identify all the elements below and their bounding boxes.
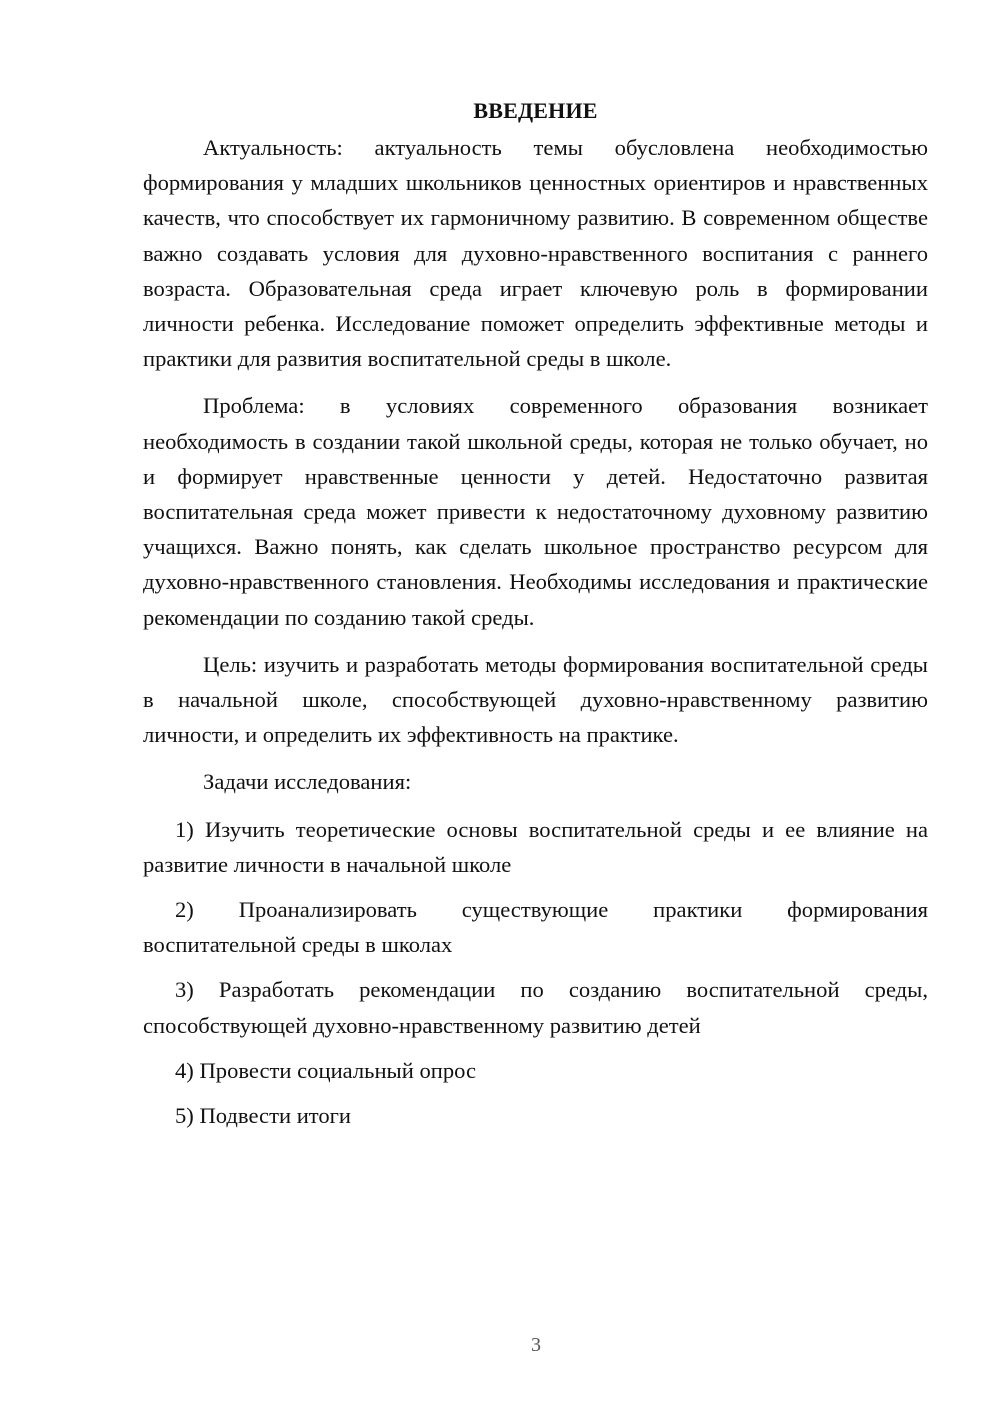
paragraph-goal: Цель: изучить и разработать методы формирования воспитательной среды в начальной школе, способствующей духовно-нравственному развитию личности, и определить их эффективность на практике. (143, 651, 928, 748)
task-item: 3) Разработать рекомендации по созданию воспитательной среды, способствующей духовно-нравственному развитию детей (143, 977, 928, 1038)
paragraph-relevance: Актуальность: актуальность темы обусловлена необходимостью формирования у младших школьников ценностных ориентиров и нравственных качеств, что способствует их гармоничному развитию. В современном обществе важно создавать условия для духовно-нравственного воспитания с раннего возраста. Образовательная среда играет ключевую роль в формировании личности ребенка. Исследование поможет определить эффективные методы и практики для развития воспитательной среды в школе. (143, 135, 928, 372)
page-number: 3 (531, 1334, 541, 1356)
task-item: 4) Провести социальный опрос (175, 1057, 477, 1083)
task-item: 5) Подвести итоги (175, 1103, 352, 1129)
paragraph-problem: Проблема: в условиях современного образования возникает необходимость в создании такой школьной среды, которая не только обучает, но и формирует нравственные ценности у детей. Недостаточно развитая воспитательная среда может привести к недостаточному духовному развитию учащихся. Важно понять, как сделать школьное пространство ресурсом для духовно-нравственного становления. Необходимы исследования и практические рекомендации по созданию такой среды. (143, 393, 928, 630)
task-item: 1) Изучить теоретические основы воспитательной среды и ее влияние на развитие личности в начальной школе (143, 816, 928, 877)
tasks-heading: Задачи исследования: (203, 769, 412, 795)
task-item: 2) Проанализировать существующие практики формирования воспитательной среды в школах (143, 897, 928, 958)
section-title: ВВЕДЕНИЕ (473, 98, 598, 123)
document-page (143, 96, 928, 1143)
